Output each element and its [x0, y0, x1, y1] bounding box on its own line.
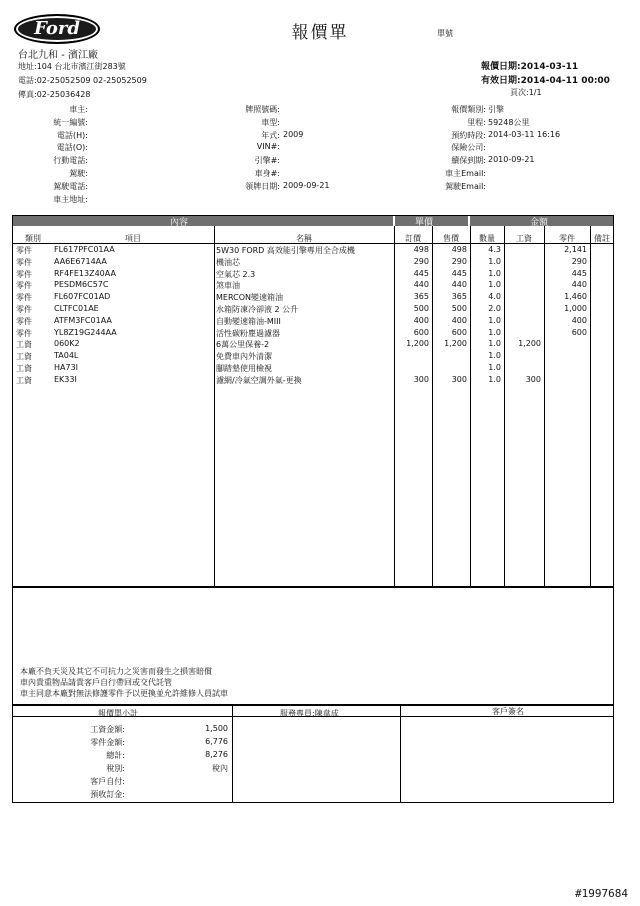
column-header: 項目: [125, 234, 141, 243]
table-cell: 零件: [16, 328, 32, 338]
table-cell: 工資: [16, 375, 32, 385]
shop-phone: 電話:02-25052509 02-25052509: [18, 76, 147, 85]
vehicle-field-value: 2009: [283, 129, 304, 139]
column-header: 工資: [516, 234, 532, 243]
table-cell: CLTFC01AE: [54, 304, 99, 313]
table-cell: 空氣芯 2.3: [216, 269, 256, 279]
table-cell: 1.0: [488, 280, 501, 290]
table-cell: 機油芯: [216, 257, 240, 267]
quote-field-label: 車主Email:: [445, 169, 486, 178]
table-cell: 300: [413, 374, 429, 384]
note-line: 車主同意本廠對無法修護零件予以更換並允許維修人員試車: [20, 689, 228, 698]
table-cell: 1.0: [488, 339, 501, 349]
table-cell: 零件: [16, 293, 32, 303]
table-cell: 2.0: [488, 304, 501, 313]
table-cell: 1.0: [488, 315, 501, 325]
column-header: 訂價: [405, 234, 421, 243]
table-cell: 445: [571, 268, 587, 278]
table-cell: 445: [451, 268, 467, 278]
table-cell: 活性碳粉塵過濾器: [216, 328, 280, 338]
table-cell: 300: [525, 374, 541, 384]
table-cell: 1.0: [488, 327, 501, 337]
content-group-label: 內容: [170, 218, 189, 228]
table-cell: 工資: [16, 364, 32, 373]
vehicle-field-value: 2009-09-21: [283, 180, 330, 190]
vehicle-field-label: VIN#:: [256, 142, 280, 152]
customer-field-label: 統一編號:: [53, 117, 88, 127]
quote-field-value: 2010-09-21: [488, 155, 535, 165]
table-cell: 498: [451, 245, 467, 254]
summary-value: 1,500: [205, 724, 228, 733]
summary-label: 總計:: [106, 751, 125, 760]
table-cell: HA73I: [54, 363, 79, 372]
quote-date: 報價日期:2014-03-11: [481, 62, 579, 72]
table-cell: MERCON變速箱油: [216, 293, 283, 303]
table-cell: 工資: [16, 352, 32, 362]
table-cell: 290: [571, 256, 587, 266]
page-number: 頁次:1/1: [510, 88, 542, 97]
customer-field-label: 電話(O):: [56, 143, 88, 153]
table-cell: FL607FC01AD: [54, 292, 111, 302]
table-cell: 4.3: [488, 245, 501, 254]
table-cell: 400: [571, 315, 587, 325]
table-cell: TA04L: [54, 351, 79, 361]
service-advisor: 服務專員:陳韋成: [280, 709, 339, 718]
table-cell: 免費車內外清潔: [216, 352, 272, 362]
table-cell: 零件: [16, 316, 32, 326]
table-cell: 1.0: [488, 363, 501, 372]
table-cell: 1.0: [488, 351, 501, 361]
quote-field-label: 報價類別:: [451, 105, 486, 114]
customer-field-label: 車主:: [69, 105, 88, 114]
customer-field-label: 車主地址:: [53, 194, 88, 204]
table-cell: 365: [413, 292, 429, 302]
summary-divider-1: [232, 705, 233, 803]
table-cell: 零件: [16, 246, 32, 255]
quote-field-label: 續保到期:: [451, 156, 486, 166]
column-divider: [590, 226, 591, 587]
table-cell: 440: [571, 280, 587, 290]
table-cell: 零件: [16, 257, 32, 267]
quote-field-value: 引擎: [488, 105, 504, 114]
page-title: 報價單: [291, 23, 349, 43]
summary-title: 報價單小計: [98, 709, 138, 718]
table-cell: 440: [413, 280, 429, 290]
customer-field-label: 駕駛電話:: [53, 181, 88, 191]
table-cell: 濾網/冷氣空調外氣-更換: [216, 375, 302, 385]
table-cell: 1.0: [488, 256, 501, 266]
table-cell: 498: [413, 245, 429, 254]
column-header: 備註: [594, 234, 610, 243]
summary-value: 6,776: [205, 737, 228, 746]
summary-label: 工資金額:: [90, 725, 125, 734]
amount-group-label: 金額: [530, 218, 549, 228]
vehicle-field-label: 年式:: [261, 130, 280, 140]
table-cell: 290: [413, 256, 429, 266]
summary-value: 8,276: [205, 750, 228, 759]
summary-value: 稅內: [212, 764, 228, 773]
table-cell: ATFM3FC01AA: [54, 315, 112, 325]
table-cell: 零件: [16, 305, 32, 314]
table-cell: 1,200: [518, 339, 541, 349]
quote-field-label: 里程:: [467, 117, 486, 127]
doc-number-label: 單號: [437, 29, 453, 38]
note-line: 本廠不負天災及其它不可抗力之災害而發生之損害賠償: [20, 667, 212, 676]
summary-label: 客戶自付:: [90, 777, 125, 786]
table-cell: 1.0: [488, 374, 501, 384]
column-header: 名稱: [296, 234, 312, 243]
vehicle-field-label: 車型:: [261, 117, 280, 127]
table-cell: 1,200: [406, 339, 429, 349]
customer-signature-label: 客戶簽名: [492, 707, 524, 716]
table-cell: 2,141: [564, 245, 587, 254]
table-cell: 4.0: [488, 292, 501, 302]
table-cell: RF4FE13Z40AA: [54, 268, 116, 278]
table-cell: 腳踏墊使用檢視: [216, 364, 272, 373]
summary-label: 預收訂金:: [90, 790, 125, 799]
table-cell: 290: [451, 256, 467, 266]
table-cell: 365: [451, 292, 467, 302]
table-cell: 1,000: [564, 304, 587, 313]
quote-field-label: 保險公司:: [451, 143, 486, 153]
table-cell: 1,460: [564, 292, 587, 302]
table-cell: 6萬公里保養-2: [216, 340, 270, 350]
vehicle-field-label: 引擎#:: [254, 156, 280, 166]
table-cell: 1,200: [444, 339, 467, 349]
table-cell: YL8Z19G244AA: [54, 327, 117, 337]
shop-address: 地址:104 台北市濱江街283號: [18, 62, 126, 71]
table-cell: EK33I: [54, 374, 77, 384]
shop-name: 台北九和 - 濱江廠: [18, 50, 98, 61]
table-cell: 400: [413, 315, 429, 325]
quote-field-value: 59248公里: [488, 117, 530, 127]
table-cell: 水箱防凍冷卻液 2 公升: [216, 305, 299, 314]
table-cell: 600: [451, 327, 467, 337]
table-cell: 500: [413, 304, 429, 313]
table-cell: 600: [571, 327, 587, 337]
quote-field-label: 預約時段:: [451, 130, 486, 140]
table-cell: FL617PFC01AA: [54, 245, 115, 254]
table-cell: PESDM6C57C: [54, 280, 109, 290]
vehicle-field-label: 牌照號碼:: [245, 105, 280, 114]
column-header: 類別: [25, 234, 41, 243]
table-cell: 445: [413, 268, 429, 278]
customer-field-label: 電話(H):: [57, 130, 88, 140]
valid-date: 有效日期:2014-04-11 00:00: [481, 76, 610, 86]
table-cell: 1.0: [488, 268, 501, 278]
vehicle-field-label: 領牌日期:: [245, 181, 280, 191]
vehicle-field-label: 車身#:: [254, 169, 280, 178]
summary-divider-2: [400, 705, 401, 803]
table-cell: 零件: [16, 269, 32, 279]
quote-field-label: 駕駛Email:: [445, 181, 486, 191]
document-stamp: #1997684: [575, 887, 628, 900]
table-cell: 自動變速箱油-MIII: [216, 316, 281, 326]
table-cell: 煞車油: [216, 281, 240, 291]
quote-field-value: 2014-03-11 16:16: [488, 129, 561, 139]
note-line: 車內貴重物品請貴客戶自行帶回或交代託管: [20, 678, 172, 687]
column-header: 數量: [479, 234, 495, 243]
customer-field-label: 行動電話:: [53, 156, 88, 166]
column-header: 零件: [559, 234, 575, 243]
table-cell: 零件: [16, 281, 32, 291]
summary-label: 稅別:: [106, 764, 125, 773]
table-cell: 500: [451, 304, 467, 313]
table-cell: 400: [451, 315, 467, 325]
table-cell: 060K2: [54, 339, 80, 349]
column-divider: [504, 226, 505, 587]
shop-fax: 傳真:02-25036428: [18, 90, 91, 99]
summary-label: 零件金額:: [90, 738, 125, 747]
ford-logo: Ford: [14, 14, 100, 44]
table-cell: 5W30 FORD 高效能引擎專用全合成機: [216, 246, 355, 255]
content-group-header: [13, 216, 393, 226]
table-cell: AA6E6714AA: [54, 256, 107, 266]
column-header: 售價: [443, 234, 459, 243]
table-cell: 440: [451, 280, 467, 290]
customer-field-label: 駕駛:: [69, 169, 88, 178]
price-group-label: 單價: [415, 218, 434, 228]
table-cell: 300: [451, 374, 467, 384]
table-cell: 工資: [16, 340, 32, 350]
table-cell: 600: [413, 327, 429, 337]
